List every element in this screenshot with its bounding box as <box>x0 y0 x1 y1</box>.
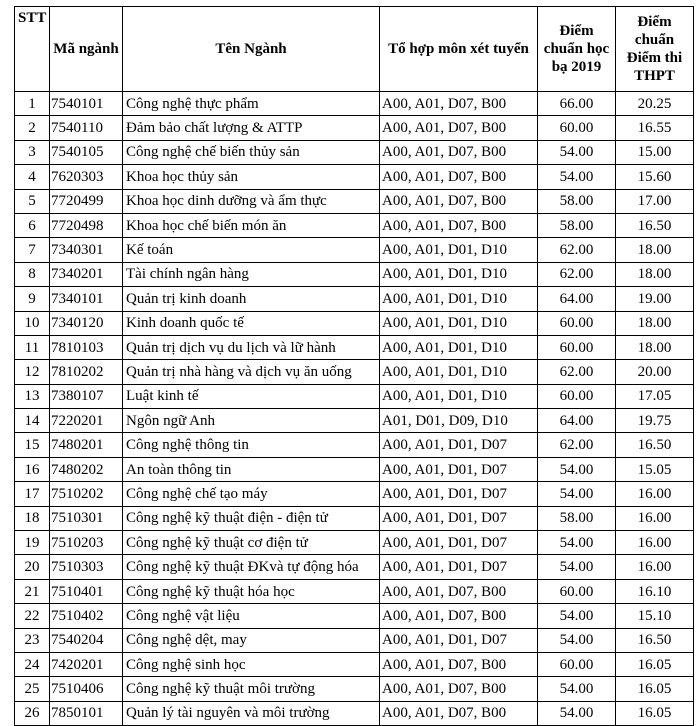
cell-score-2019: 54.00 <box>538 555 616 579</box>
bottom-cut-off-text <box>0 718 698 723</box>
cell-subject-combo: A00, A01, D01, D10 <box>380 311 538 335</box>
cell-major-name: Công nghệ kỹ thuật ĐKvà tự động hóa <box>123 555 380 579</box>
cell-score-thpt: 16.50 <box>616 213 694 237</box>
cell-stt: 16 <box>15 457 50 481</box>
cell-code: 7340201 <box>50 262 123 286</box>
cell-subject-combo: A00, A01, D01, D10 <box>380 238 538 262</box>
cell-subject-combo: A00, A01, D07, B00 <box>380 213 538 237</box>
cell-code: 7480201 <box>50 433 123 457</box>
table-row <box>15 213 694 237</box>
cell-subject-combo: A00, A01, D07, B00 <box>380 677 538 701</box>
cell-stt: 26 <box>15 701 50 725</box>
cell-score-thpt: 20.25 <box>616 92 694 116</box>
cell-major-name: Công nghệ chế biến thủy sản <box>123 140 380 164</box>
cell-score-2019: 54.00 <box>538 457 616 481</box>
cell-score-2019: 54.00 <box>538 677 616 701</box>
cell-score-2019: 62.00 <box>538 262 616 286</box>
cell-score-2019: 60.00 <box>538 384 616 408</box>
cell-code: 7420201 <box>50 652 123 676</box>
cell-score-thpt: 16.05 <box>616 701 694 725</box>
table-row <box>15 287 694 311</box>
cell-subject-combo: A00, A01, D07, B00 <box>380 701 538 725</box>
cell-score-thpt: 16.05 <box>616 677 694 701</box>
cell-score-thpt: 16.10 <box>616 579 694 603</box>
table-row <box>15 433 694 457</box>
cell-subject-combo: A00, A01, D07, B00 <box>380 579 538 603</box>
cell-major-name: Luật kinh tế <box>123 384 380 408</box>
cell-major-name: Quản trị nhà hàng và dịch vụ ăn uống <box>123 360 380 384</box>
cell-score-thpt: 16.00 <box>616 531 694 555</box>
table-row <box>15 335 694 359</box>
cell-score-2019: 62.00 <box>538 360 616 384</box>
table-row <box>15 409 694 433</box>
cell-subject-combo: A00, A01, D07, B00 <box>380 165 538 189</box>
cell-subject-combo: A00, A01, D07, B00 <box>380 92 538 116</box>
cell-score-2019: 60.00 <box>538 116 616 140</box>
cell-subject-combo: A00, A01, D01, D07 <box>380 482 538 506</box>
cell-code: 7480202 <box>50 457 123 481</box>
cell-subject-combo: A00, A01, D01, D10 <box>380 335 538 359</box>
cell-major-name: Quản trị kinh doanh <box>123 287 380 311</box>
cell-stt: 19 <box>15 531 50 555</box>
cell-code: 7340301 <box>50 238 123 262</box>
table-row <box>15 165 694 189</box>
cell-stt: 25 <box>15 677 50 701</box>
cell-stt: 11 <box>15 335 50 359</box>
cell-stt: 10 <box>15 311 50 335</box>
cell-code: 7720499 <box>50 189 123 213</box>
table-row <box>15 482 694 506</box>
cell-subject-combo: A00, A01, D01, D07 <box>380 457 538 481</box>
cell-stt: 24 <box>15 652 50 676</box>
header-score-2019: Điểm chuẩn học bạ 2019 <box>538 7 616 92</box>
table-row <box>15 531 694 555</box>
cell-score-2019: 54.00 <box>538 140 616 164</box>
cell-score-2019: 62.00 <box>538 433 616 457</box>
header-stt: STT <box>15 7 50 92</box>
cell-subject-combo: A00, A01, D01, D07 <box>380 531 538 555</box>
table-row <box>15 189 694 213</box>
table-row <box>15 384 694 408</box>
table-row <box>15 677 694 701</box>
cell-score-2019: 66.00 <box>538 92 616 116</box>
cell-subject-combo: A00, A01, D01, D10 <box>380 384 538 408</box>
cell-score-thpt: 15.00 <box>616 140 694 164</box>
cell-code: 7510202 <box>50 482 123 506</box>
cell-code: 7620303 <box>50 165 123 189</box>
cell-stt: 17 <box>15 482 50 506</box>
cell-score-thpt: 16.55 <box>616 116 694 140</box>
cell-major-name: Khoa học dinh dưỡng và ẩm thực <box>123 189 380 213</box>
cell-score-2019: 58.00 <box>538 189 616 213</box>
table-row <box>15 92 694 116</box>
admission-score-table <box>14 6 694 726</box>
cell-subject-combo: A00, A01, D01, D07 <box>380 433 538 457</box>
cell-score-2019: 64.00 <box>538 409 616 433</box>
cell-stt: 23 <box>15 628 50 652</box>
cell-score-thpt: 18.00 <box>616 238 694 262</box>
cell-subject-combo: A00, A01, D07, B00 <box>380 116 538 140</box>
cell-code: 7510406 <box>50 677 123 701</box>
cell-score-2019: 60.00 <box>538 579 616 603</box>
cell-stt: 9 <box>15 287 50 311</box>
cell-stt: 5 <box>15 189 50 213</box>
cell-stt: 15 <box>15 433 50 457</box>
cell-subject-combo: A00, A01, D07, B00 <box>380 140 538 164</box>
cell-score-thpt: 19.75 <box>616 409 694 433</box>
cell-major-name: An toàn thông tin <box>123 457 380 481</box>
cell-score-thpt: 16.05 <box>616 652 694 676</box>
cell-major-name: Công nghệ sinh học <box>123 652 380 676</box>
cell-stt: 18 <box>15 506 50 530</box>
cell-subject-combo: A01, D01, D09, D10 <box>380 409 538 433</box>
cell-score-2019: 54.00 <box>538 628 616 652</box>
cell-code: 7720498 <box>50 213 123 237</box>
cell-score-2019: 54.00 <box>538 604 616 628</box>
cell-code: 7540105 <box>50 140 123 164</box>
table-header-row <box>15 7 694 92</box>
cell-code: 7540101 <box>50 92 123 116</box>
table-row <box>15 140 694 164</box>
cell-subject-combo: A00, A01, D01, D10 <box>380 262 538 286</box>
cell-score-2019: 60.00 <box>538 652 616 676</box>
table-body <box>15 92 694 726</box>
cell-score-thpt: 18.00 <box>616 335 694 359</box>
cell-stt: 8 <box>15 262 50 286</box>
cell-code: 7810103 <box>50 335 123 359</box>
table-row <box>15 506 694 530</box>
cell-score-2019: 62.00 <box>538 238 616 262</box>
cell-stt: 21 <box>15 579 50 603</box>
cell-subject-combo: A00, A01, D07, B00 <box>380 604 538 628</box>
cell-score-2019: 54.00 <box>538 531 616 555</box>
header-combo: Tổ hợp môn xét tuyển <box>380 7 538 92</box>
cell-subject-combo: A00, A01, D01, D07 <box>380 628 538 652</box>
cell-score-2019: 64.00 <box>538 287 616 311</box>
cell-subject-combo: A00, A01, D01, D10 <box>380 360 538 384</box>
cell-code: 7810202 <box>50 360 123 384</box>
cell-major-name: Công nghệ kỹ thuật hóa học <box>123 579 380 603</box>
cell-code: 7540110 <box>50 116 123 140</box>
cell-code: 7540204 <box>50 628 123 652</box>
cell-major-name: Công nghệ kỹ thuật môi trường <box>123 677 380 701</box>
cell-score-2019: 54.00 <box>538 482 616 506</box>
cell-stt: 3 <box>15 140 50 164</box>
cell-stt: 14 <box>15 409 50 433</box>
cell-score-2019: 58.00 <box>538 213 616 237</box>
cell-major-name: Công nghệ dệt, may <box>123 628 380 652</box>
cell-code: 7510301 <box>50 506 123 530</box>
cell-major-name: Công nghệ kỹ thuật cơ điện tử <box>123 531 380 555</box>
cell-major-name: Công nghệ vật liệu <box>123 604 380 628</box>
cell-code: 7340101 <box>50 287 123 311</box>
table-row <box>15 652 694 676</box>
table-row <box>15 604 694 628</box>
table-row <box>15 238 694 262</box>
cell-score-thpt: 16.50 <box>616 628 694 652</box>
cell-score-thpt: 15.05 <box>616 457 694 481</box>
table-row <box>15 311 694 335</box>
cell-score-2019: 54.00 <box>538 701 616 725</box>
table-row <box>15 628 694 652</box>
cell-code: 7380107 <box>50 384 123 408</box>
cell-major-name: Khoa học thủy sản <box>123 165 380 189</box>
cell-code: 7510401 <box>50 579 123 603</box>
cell-score-2019: 60.00 <box>538 335 616 359</box>
header-name: Tên Ngành <box>123 7 380 92</box>
cell-subject-combo: A00, A01, D01, D07 <box>380 506 538 530</box>
cell-subject-combo: A00, A01, D01, D07 <box>380 555 538 579</box>
cell-code: 7510203 <box>50 531 123 555</box>
cell-stt: 22 <box>15 604 50 628</box>
table-row <box>15 555 694 579</box>
table-row <box>15 360 694 384</box>
cell-score-thpt: 15.10 <box>616 604 694 628</box>
cell-subject-combo: A00, A01, D07, B00 <box>380 189 538 213</box>
table-row <box>15 457 694 481</box>
table-row <box>15 579 694 603</box>
cell-major-name: Đảm bảo chất lượng & ATTP <box>123 116 380 140</box>
cell-major-name: Ngôn ngữ Anh <box>123 409 380 433</box>
cell-code: 7510303 <box>50 555 123 579</box>
table-row <box>15 116 694 140</box>
cell-score-2019: 60.00 <box>538 311 616 335</box>
cell-major-name: Công nghệ chế tạo máy <box>123 482 380 506</box>
cell-score-2019: 58.00 <box>538 506 616 530</box>
cell-stt: 2 <box>15 116 50 140</box>
cell-major-name: Công nghệ thực phẩm <box>123 92 380 116</box>
table-row <box>15 262 694 286</box>
cell-score-thpt: 16.50 <box>616 433 694 457</box>
cell-major-name: Công nghệ kỹ thuật điện - điện tử <box>123 506 380 530</box>
cell-code: 7340120 <box>50 311 123 335</box>
cell-score-thpt: 18.00 <box>616 311 694 335</box>
cell-stt: 4 <box>15 165 50 189</box>
cell-code: 7850101 <box>50 701 123 725</box>
cell-stt: 6 <box>15 213 50 237</box>
cell-major-name: Quản lý tài nguyên và môi trường <box>123 701 380 725</box>
cell-score-thpt: 19.00 <box>616 287 694 311</box>
cell-stt: 7 <box>15 238 50 262</box>
cell-score-thpt: 16.00 <box>616 506 694 530</box>
cell-stt: 12 <box>15 360 50 384</box>
cell-subject-combo: A00, A01, D01, D10 <box>380 287 538 311</box>
cell-code: 7220201 <box>50 409 123 433</box>
cell-score-thpt: 18.00 <box>616 262 694 286</box>
header-code: Mã ngành <box>50 7 123 92</box>
cell-score-2019: 54.00 <box>538 165 616 189</box>
cell-major-name: Kế toán <box>123 238 380 262</box>
cell-stt: 20 <box>15 555 50 579</box>
cell-score-thpt: 20.00 <box>616 360 694 384</box>
cell-stt: 13 <box>15 384 50 408</box>
cell-major-name: Kinh doanh quốc tế <box>123 311 380 335</box>
cell-major-name: Tài chính ngân hàng <box>123 262 380 286</box>
cell-stt: 1 <box>15 92 50 116</box>
cell-code: 7510402 <box>50 604 123 628</box>
cell-score-thpt: 17.00 <box>616 189 694 213</box>
cell-subject-combo: A00, A01, D07, B00 <box>380 652 538 676</box>
cell-score-thpt: 16.00 <box>616 555 694 579</box>
cell-major-name: Công nghệ thông tin <box>123 433 380 457</box>
header-score-thpt: Điểm chuẩn Điểm thi THPT <box>616 7 694 92</box>
cell-major-name: Quản trị dịch vụ du lịch và lữ hành <box>123 335 380 359</box>
cell-major-name: Khoa học chế biến món ăn <box>123 213 380 237</box>
cell-score-thpt: 16.00 <box>616 482 694 506</box>
cell-score-thpt: 15.60 <box>616 165 694 189</box>
cell-score-thpt: 17.05 <box>616 384 694 408</box>
